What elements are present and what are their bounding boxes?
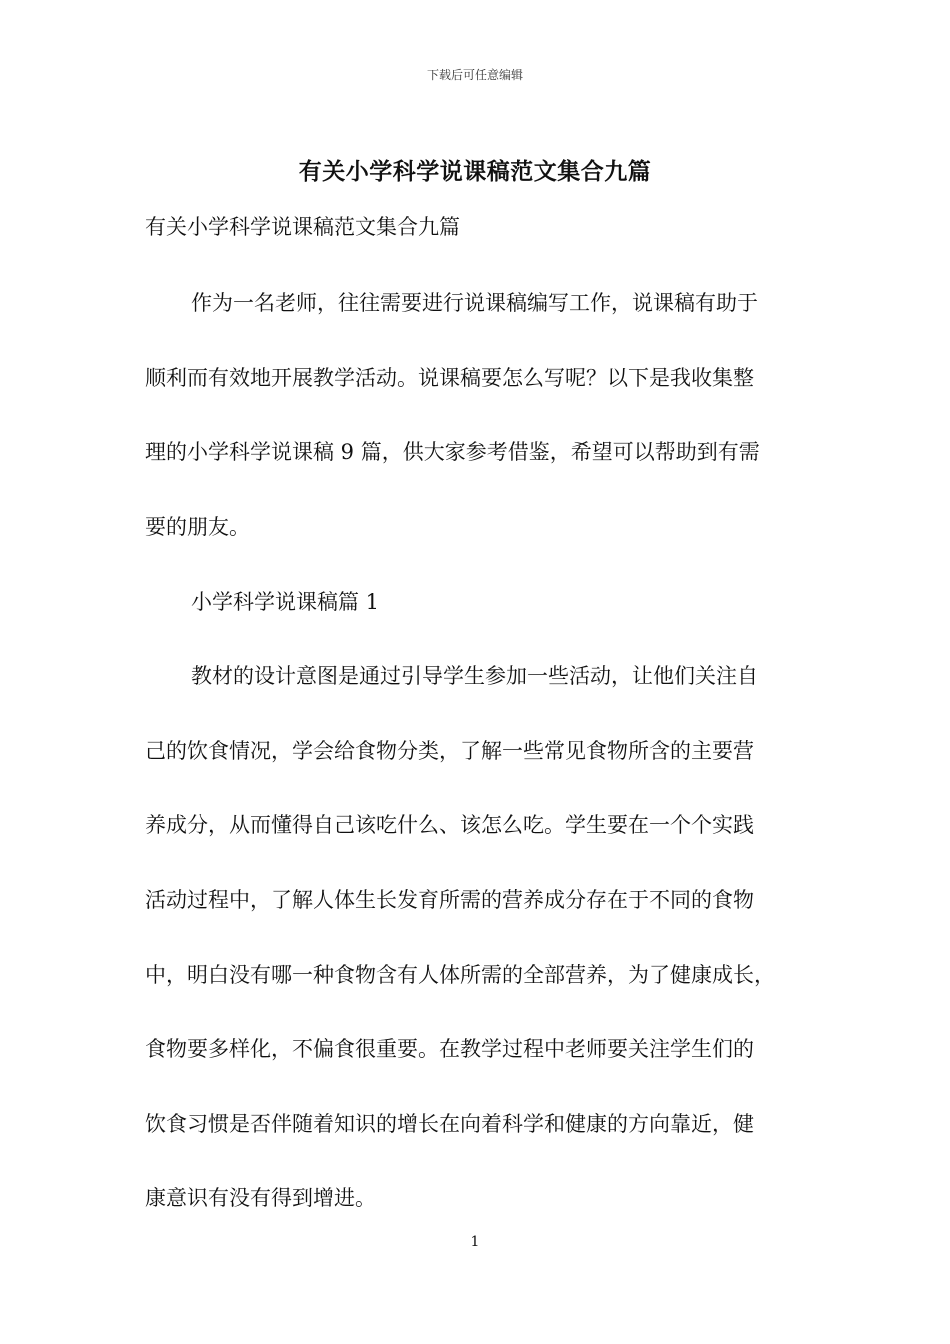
paragraph-line: 教材的设计意图是通过引导学生参加一些活动，让他们关注自 bbox=[191, 664, 758, 688]
document-title: 有关小学科学说课稿范文集合九篇 bbox=[298, 158, 652, 185]
page-number: 1 bbox=[470, 1234, 480, 1250]
paragraph-line: 养成分，从而懂得自己该吃什么、该怎么吃。学生要在一个个实践 bbox=[145, 813, 754, 837]
paragraph-line: 活动过程中，了解人体生长发育所需的营养成分存在于不同的食物 bbox=[145, 888, 754, 912]
paragraph-line: 要的朋友。 bbox=[145, 515, 250, 539]
paragraph-line: 作为一名老师，往往需要进行说课稿编写工作，说课稿有助于 bbox=[191, 291, 758, 315]
paragraph-line: 己的饮食情况，学会给食物分类，了解一些常见食物所含的主要营 bbox=[145, 739, 754, 763]
paragraph-line: 饮食习惯是否伴随着知识的增长在向着科学和健康的方向靠近，健 bbox=[145, 1112, 754, 1136]
document-subtitle: 有关小学科学说课稿范文集合九篇 bbox=[145, 215, 460, 239]
header-note: 下载后可任意编辑 bbox=[426, 68, 523, 82]
paragraph-line: 中，明白没有哪一种食物含有人体所需的全部营养，为了健康成长， bbox=[145, 963, 775, 987]
paragraph-line: 食物要多样化，不偏食很重要。在教学过程中老师要关注学生们的 bbox=[145, 1037, 754, 1061]
paragraph-line: 理的小学科学说课稿 9 篇，供大家参考借鉴，希望可以帮助到有需 bbox=[145, 440, 760, 464]
paragraph-line: 顺利而有效地开展教学活动。说课稿要怎么写呢？以下是我收集整 bbox=[145, 366, 754, 390]
paragraph-line: 康意识有没有得到增进。 bbox=[145, 1186, 376, 1210]
section-heading: 小学科学说课稿篇 1 bbox=[191, 590, 380, 614]
